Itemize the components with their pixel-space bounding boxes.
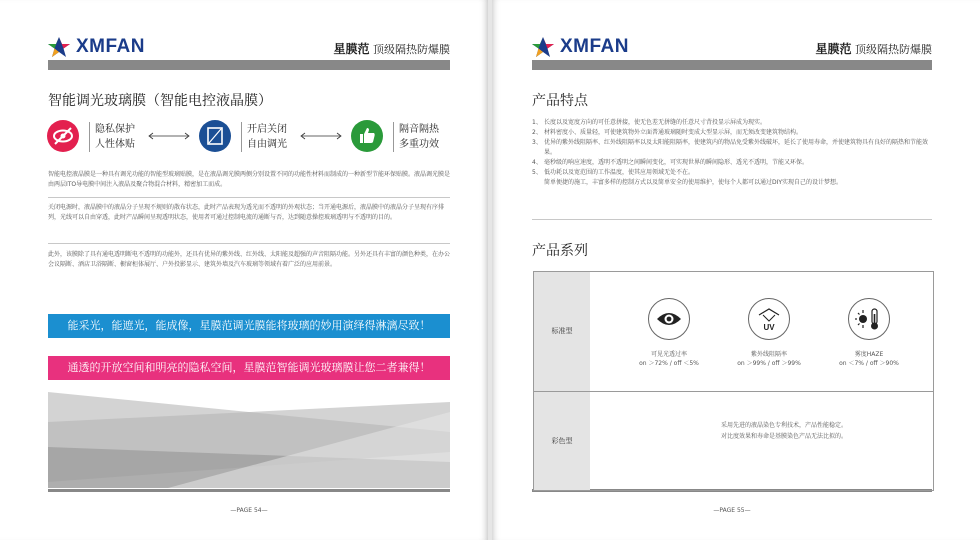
page-number: —PAGE 54— [230, 507, 268, 514]
brand-tag-rest: 顶级隔热防爆膜 [373, 43, 450, 56]
brand-tag-bold: 星膜范 [815, 42, 852, 56]
list-item [532, 128, 932, 138]
brand-tagline [815, 40, 932, 57]
list-number: 1、 [532, 119, 542, 126]
list-number: 2、 [532, 129, 542, 136]
star-logo-icon [48, 37, 70, 57]
eye-icon [648, 298, 690, 340]
uv-glyph: UV [763, 323, 775, 332]
product-series-table [533, 271, 934, 491]
page-title: 智能调光玻璃膜（智能电控液晶膜） [48, 93, 272, 109]
principle-paragraph: 关闭电源时，液晶膜中的液晶分子呈现不规则的散布状态，此时产品表现为透光而不透明的外观状态；当开通电源后，液晶膜中的液晶分子呈现有序排列，光线可以自由穿透，此时产品瞬间呈现透明状态，使用者可通过控制电流的通断与否，达到随意操控玻璃透明与不透明的目的。 [48, 204, 445, 221]
list-number: 5、 [532, 169, 542, 176]
privacy-eye-icon [47, 120, 79, 152]
double-arrow-icon [299, 132, 343, 140]
list-text: 优异的紫外线阻隔率、红外线阻隔率以及太阳能阻隔率，使建筑内的物品免受紫外线破坏，延长了使用寿命，并使建筑物具有良好的隔热和节能效果。 [544, 139, 929, 156]
application-paragraph: 此外，该膜除了具有通电透明断电不透明的功能外，还具有优异的紫外线、红外线、太阳能及超强的声音阻隔功能。另外还具有丰富的颜色种类，在办公会议隔断、酒店卫浴隔断、橱窗柜体展厅、户外投影显示、建筑外墙及汽车玻璃等领域有着广泛的应用前景。 [48, 251, 451, 268]
feature-line: 隔音隔热 [399, 124, 439, 135]
logo-text: XMFAN [76, 36, 145, 57]
feature-label-privacy [89, 122, 135, 152]
list-number [532, 178, 544, 188]
brand-tag-rest: 顶级隔热防爆膜 [855, 43, 932, 56]
section-title-features: 产品特点 [532, 93, 588, 109]
spec-name: 雾度HAZE [854, 351, 884, 358]
spec-value: on ＞72% / off ＜5% [639, 360, 699, 367]
footer-bar [48, 489, 450, 492]
brand-logo [48, 36, 145, 58]
feature-row [47, 118, 472, 156]
list-number: 3、 [532, 139, 542, 146]
section-title-series: 产品系列 [532, 243, 588, 259]
table-divider [534, 391, 933, 392]
list-text: 简单便捷的施工，丰富多样的控制方式以及简单安全的使用维护，使每个人都可以通过DIY实现自己的设计梦想。 [544, 179, 843, 186]
list-item [532, 138, 932, 158]
list-item [532, 118, 932, 128]
spec-uv-block [714, 298, 824, 368]
header-bar [48, 60, 450, 70]
feature-list [532, 118, 932, 188]
color-text-line: 采用先进的液晶染色专利技术，产品性能稳定。 [720, 422, 847, 429]
list-text: 低功耗以及宽范围的工作温度，使其应用领域无处不在。 [544, 169, 695, 176]
spec-value: on ＜7% / off ＞90% [839, 360, 899, 367]
spec-visible-light [614, 298, 724, 368]
feature-line: 人性体贴 [95, 139, 135, 150]
divider [532, 219, 932, 220]
left-page [0, 0, 488, 540]
spec-haze [814, 298, 924, 368]
divider [48, 243, 450, 244]
feature-line: 隐私保护 [95, 124, 135, 135]
logo-text: XMFAN [560, 36, 629, 57]
brand-logo [532, 36, 629, 58]
spec-name: 可见光透过率 [650, 351, 687, 358]
list-item [532, 168, 932, 178]
decorative-ribbons [48, 392, 450, 488]
uv-icon [748, 298, 790, 340]
divider [48, 197, 450, 198]
screen-icon [199, 120, 231, 152]
intro-paragraph: 智能电控液晶膜是一种具有调光功能的智能型玻璃贴膜，是在液晶调光膜两侧分别设置不同的功能性材料而制成的一种新型节能环保贴膜。液晶调光膜是由两层ITO导电膜中间注入液晶及聚合物混合材料，精密加工而成。 [48, 171, 451, 188]
blue-banner: 能采光，能遮光，能成像，星膜范调光膜能将玻璃的妙用演绎得淋漓尽致！ [48, 314, 450, 338]
list-text: 毫秒级的响应速度，透明不透明之间瞬间变化，可实现世界的瞬间隐形、透光不透明，节能又环保。 [544, 159, 809, 166]
list-text: 材料密度小、质量轻，可使建筑物外立面普通玻璃随时变成大型显示屏，而无须改变建筑物结构。 [544, 129, 803, 136]
row-label-standard: 标准型 [534, 272, 590, 391]
feature-label-switch [241, 122, 287, 152]
color-series-description [654, 420, 914, 442]
double-arrow-icon [147, 132, 191, 140]
brand-tagline [333, 40, 450, 57]
page-number: —PAGE 55— [713, 507, 751, 514]
spec-value: on ＞99% / off ＞99% [737, 360, 801, 367]
feature-line: 开启关闭 [247, 124, 287, 135]
haze-thermometer-icon [848, 298, 890, 340]
list-item [532, 158, 932, 168]
list-item [532, 178, 932, 188]
header-bar [532, 60, 932, 70]
list-number: 4、 [532, 159, 542, 166]
spec-name: 紫外线阻隔率 [750, 351, 787, 358]
color-text-line: 对比度效果和寿命是基膜染色产品无法比拟的。 [720, 433, 847, 440]
thumbs-up-icon [351, 120, 383, 152]
feature-line: 自由调光 [247, 139, 287, 150]
brand-tag-bold: 星膜范 [333, 42, 370, 56]
pink-banner: 通透的开放空间和明亮的隐私空间，星膜范智能调光玻璃膜让您二者兼得！ [48, 356, 450, 380]
star-logo-icon [532, 37, 554, 57]
feature-label-insulation [393, 122, 439, 152]
list-text: 长度以及宽度方向的可任意拼接，使无色差无拼缝的任意尺寸背投显示屏成为现实。 [544, 119, 767, 126]
row-label-color: 彩色型 [534, 392, 590, 490]
feature-line: 多重功效 [399, 139, 439, 150]
